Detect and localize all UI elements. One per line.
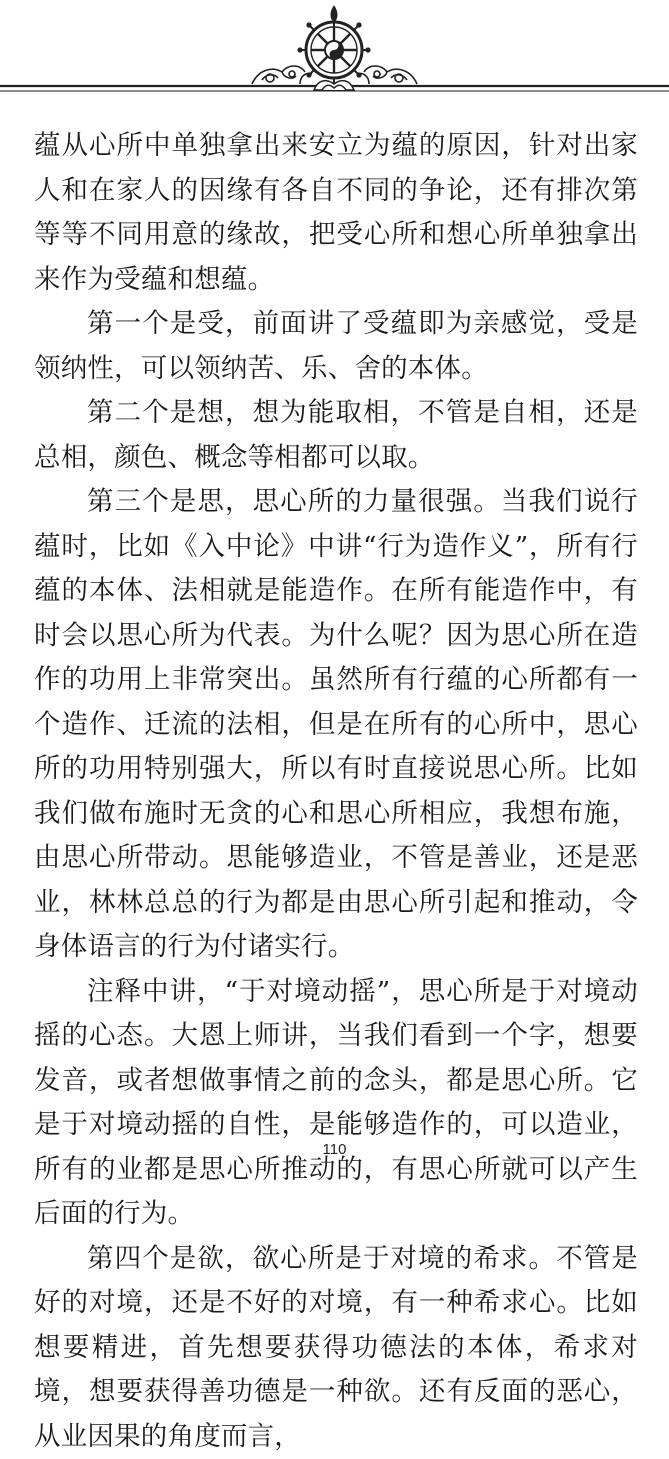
paragraph-5: 注释中讲，“于对境动摇”，思心所是于对境动摇的心态。大恩上师讲，当我们看到一个字，想要发音，或者想做事情之前的念头，都是思心所。它是于对境动摇的自性，是能够造作的，可以造业，所有的业都是思心所推动的，有思心所就可以产生后面的行为。 [34,970,638,1237]
paragraph-1: 蕴从心所中单独拿出来安立为蕴的原因，针对出家人和在家人的因缘有各自不同的争论，还有排次第等等不同用意的缘故，把受心所和想心所单独拿出来作为受蕴和想蕴。 [34,124,638,302]
wheel [297,6,370,84]
page-header-ornament [0,0,669,112]
paragraph-3: 第二个是想，想为能取相，不管是自相，还是总相，颜色、概念等相都可以取。 [34,391,638,480]
paragraph-6: 第四个是欲，欲心所是于对境的希求。不管是好的对境，还是不好的对境，有一种希求心。比如想要精进，首先想要获得功德法的本体，希求对境，想要获得善功德是一种欲。还有反面的恶心，从业因果的角度而言， [34,1237,638,1459]
page-number: 110 [0,1141,669,1158]
dharma-wheel-icon [0,0,669,112]
paragraph-4: 第三个是思，思心所的力量很强。当我们说行蕴时，比如《入中论》中讲“行为造作义”，所有行蕴的本体、法相就是能造作。在所有能造作中，有时会以思心所为代表。为什么呢？因为思心所在造作的功用上非常突出。虽然所有行蕴的心所都有一个造作、迁流的法相，但是在所有的心所中，思心所的功用特别强大，所以有时直接说思心所。比如我们做布施时无贪的心和思心所相应，我想布施，由思心所带动。思能够造业，不管是善业，还是恶业，林林总总的行为都是由思心所引起和推动，令身体语言的行为付诸实行。 [34,480,638,970]
right-cloud-ornament [357,66,417,84]
left-cloud-ornament [252,66,312,84]
paragraph-2: 第一个是受，前面讲了受蕴即为亲感觉，受是领纳性，可以领纳苦、乐、舍的本体。 [34,302,638,391]
page-body [34,124,638,1459]
